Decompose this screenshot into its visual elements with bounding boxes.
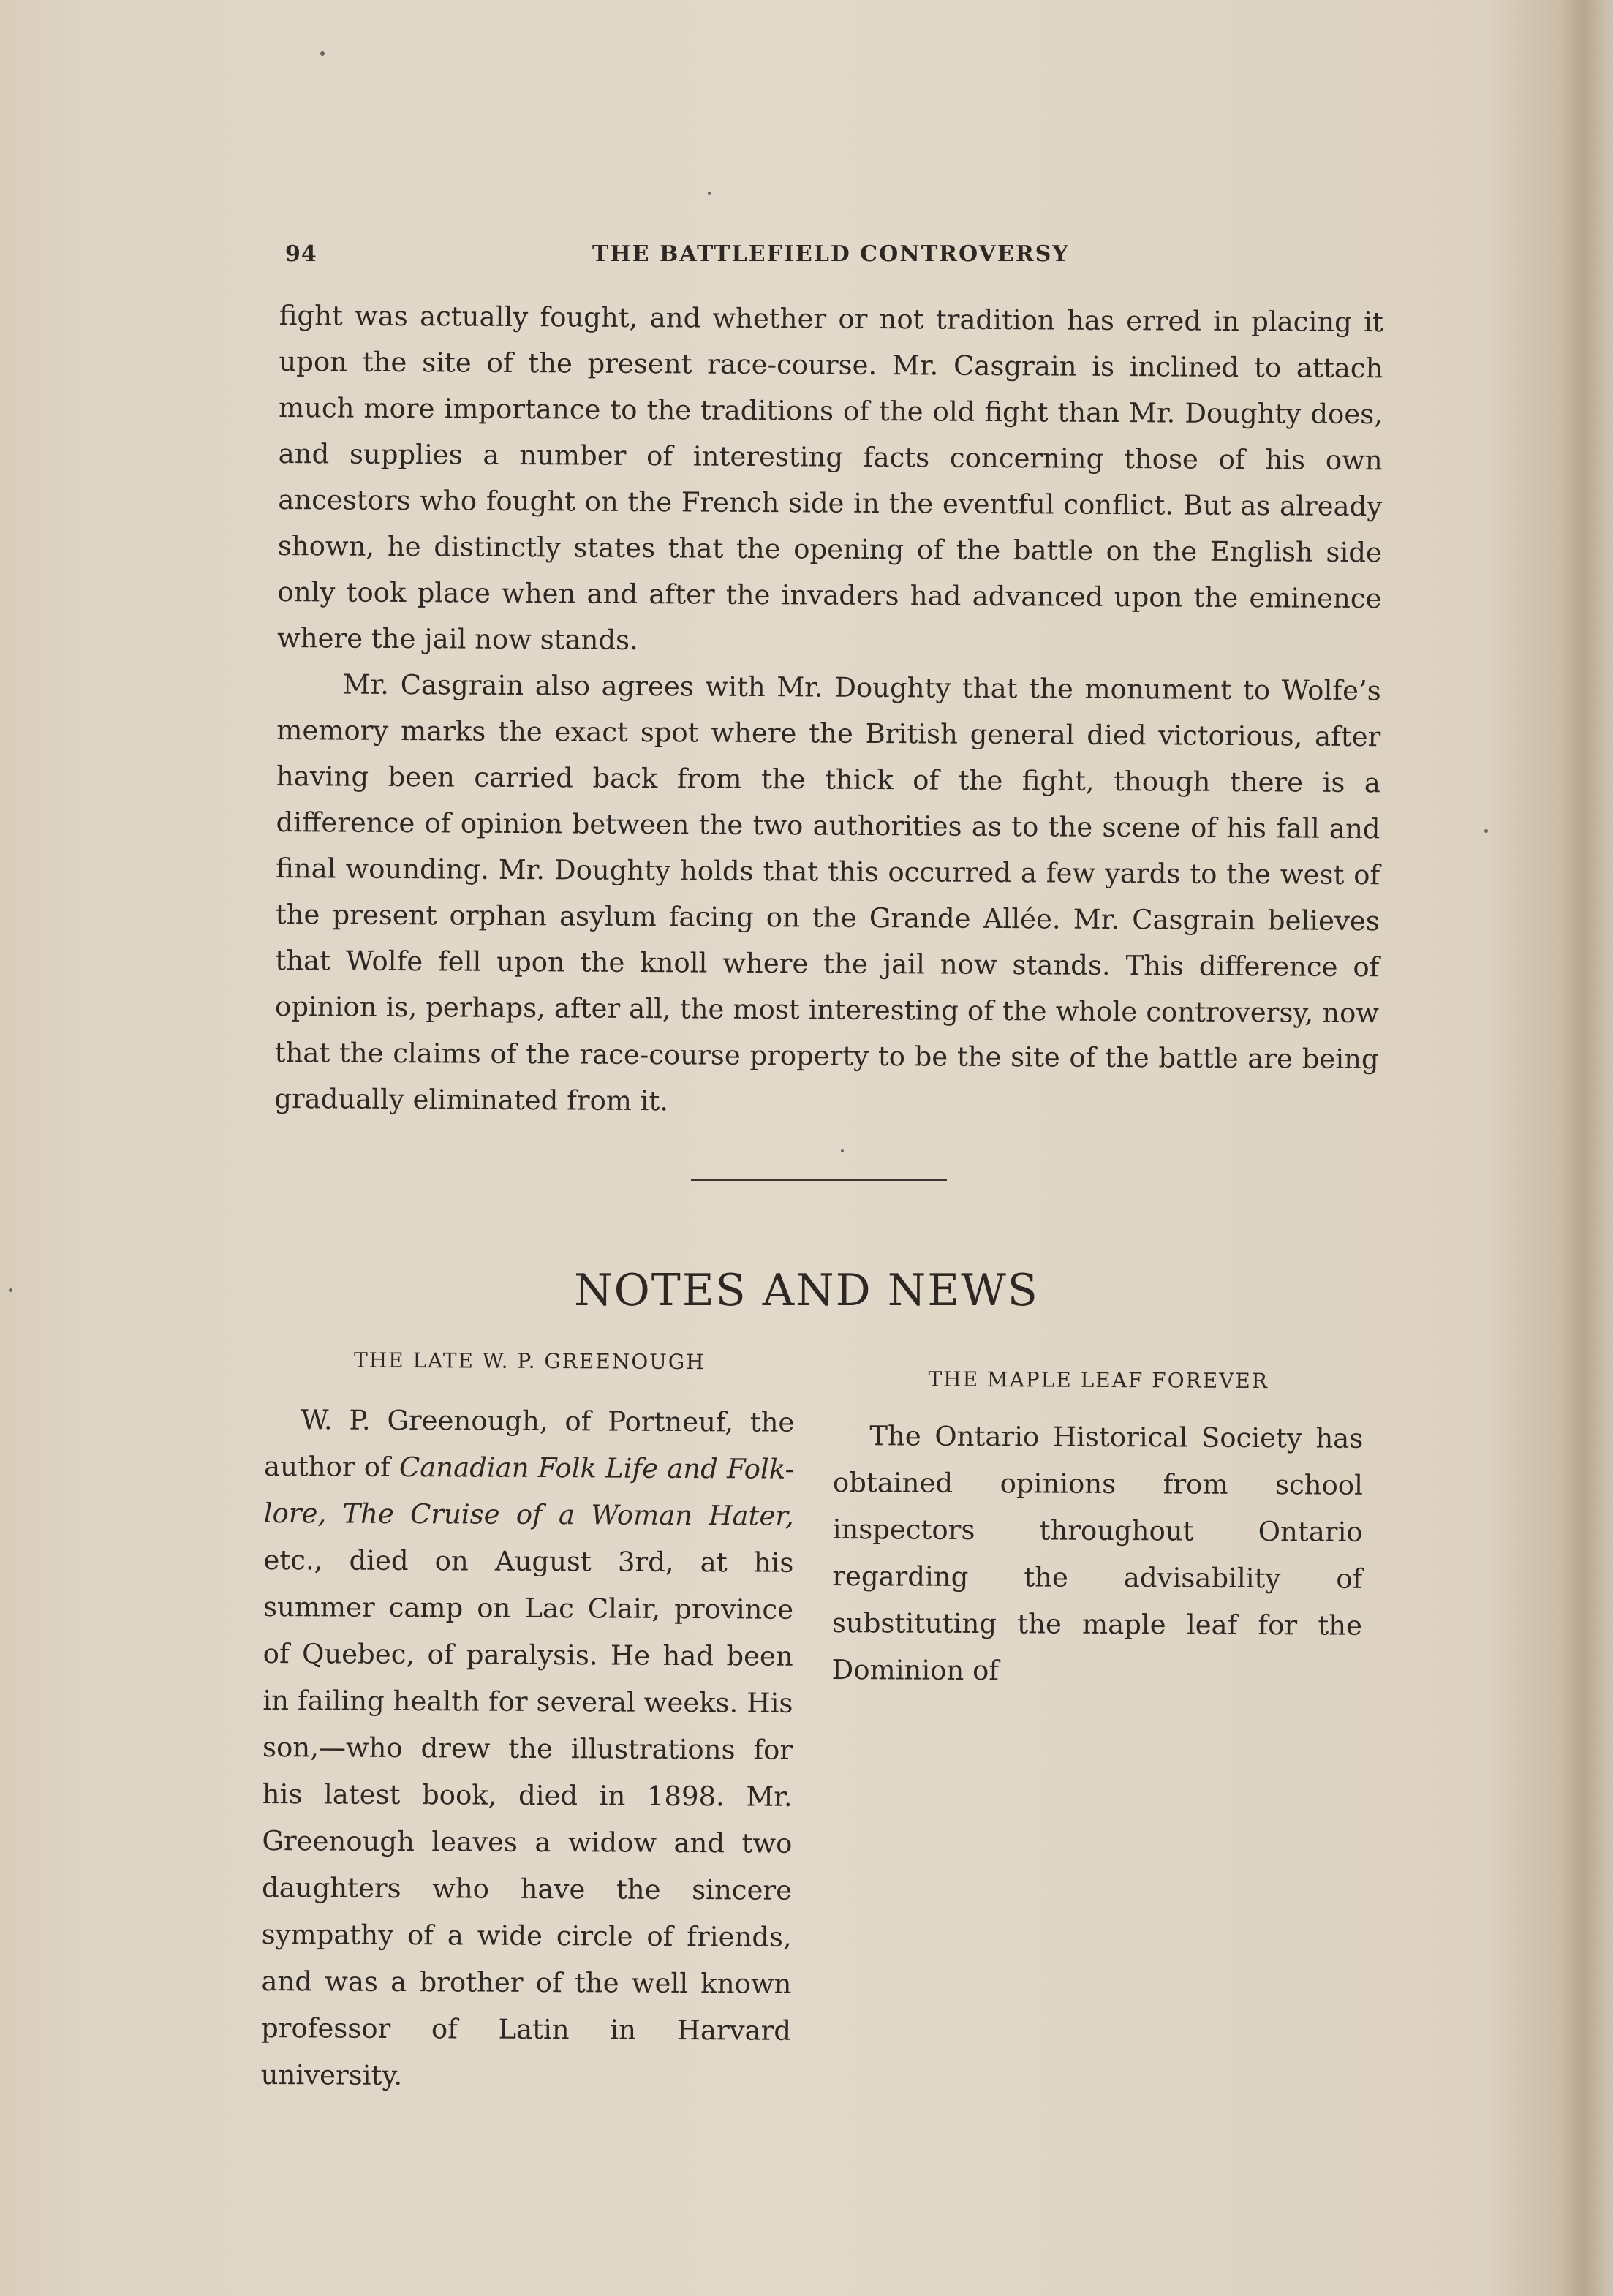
greenough-paragraph — [261, 1397, 795, 2101]
page-header — [285, 241, 1382, 278]
maple-leaf-heading: THE MAPLE LEAF FOREVER — [928, 1367, 1269, 1394]
paper-speck — [320, 51, 325, 56]
page-edge-shadow — [1562, 0, 1613, 2296]
column-right — [831, 1338, 1364, 1696]
body-paragraph: Mr. Casgrain also agrees with Mr. Doughty that the monument to Wolfe’s memory marks the exact spot where the British general died victorious, after having been carried back from the thick of the fight, though there is a difference of opinion between the two authorities as to the scene of his fall and final wounding. Mr. Doughty holds that this occurred a few yards to the west of the present orphan asylum facing on the Grande Allée. Mr. Casgrain believes that Wolfe fell upon the knoll where the jail now stands. This difference of opinion is, perhaps, after all, the most interesting of the whole controversy, now that the claims of the race-course property to be the site of the battle are being gradually eliminated from it. — [274, 668, 1381, 1117]
paper-speck — [841, 1149, 844, 1152]
book-titles: Canadian Folk Life and Folk-lore, The Cruise of a Woman Hater, — [263, 1451, 795, 1532]
running-title: THE BATTLEFIELD CONTROVERSY — [592, 241, 1070, 267]
paper-speck — [708, 192, 711, 195]
section-title: NOTES AND NEWS — [574, 1265, 1039, 1317]
article-body — [274, 292, 1383, 1128]
section-divider — [691, 1179, 947, 1181]
maple-leaf-paragraph: The Ontario Historical Society has obtained opinions from school inspectors throughout Ontario regarding the advisability of substituting the maple leaf for the Dominion of — [831, 1420, 1364, 1687]
column-left — [261, 1338, 795, 2101]
greenough-text-a: W. P. Greenough, of Portneuf, the author of — [263, 1404, 795, 1483]
page-number: 94 — [285, 241, 317, 267]
greenough-text-b: etc., died on August 3rd, at his summer camp on Lac Clair, province of Quebec, of paralysis. He had been in failing health for several weeks. His son,—who drew the illustrations for his latest book, died in 1898. Mr. Greenough leaves a widow and two daughters who have the sincere sympathy of a wide circle of friends, and was a brother of the well known professor of Latin in Harvard university. — [260, 1544, 794, 2091]
paper-speck — [1484, 829, 1488, 833]
body-paragraph: fight was actually fought, and whether or not tradition has erred in placing it upon the site of the present race-course. Mr. Casgrain is inclined to attach much more importance to the traditions of the old fight than Mr. Doughty does, and supplies a number of interesting facts concerning those of his own ancestors who fought on the French side in the eventful conflict. But as already shown, he distinctly states that the opening of the battle on the English side only took place when and after the invaders had advanced upon the eminence where the jail now stands. — [276, 299, 1383, 657]
greenough-heading: THE LATE W. P. GREENOUGH — [353, 1348, 706, 1375]
